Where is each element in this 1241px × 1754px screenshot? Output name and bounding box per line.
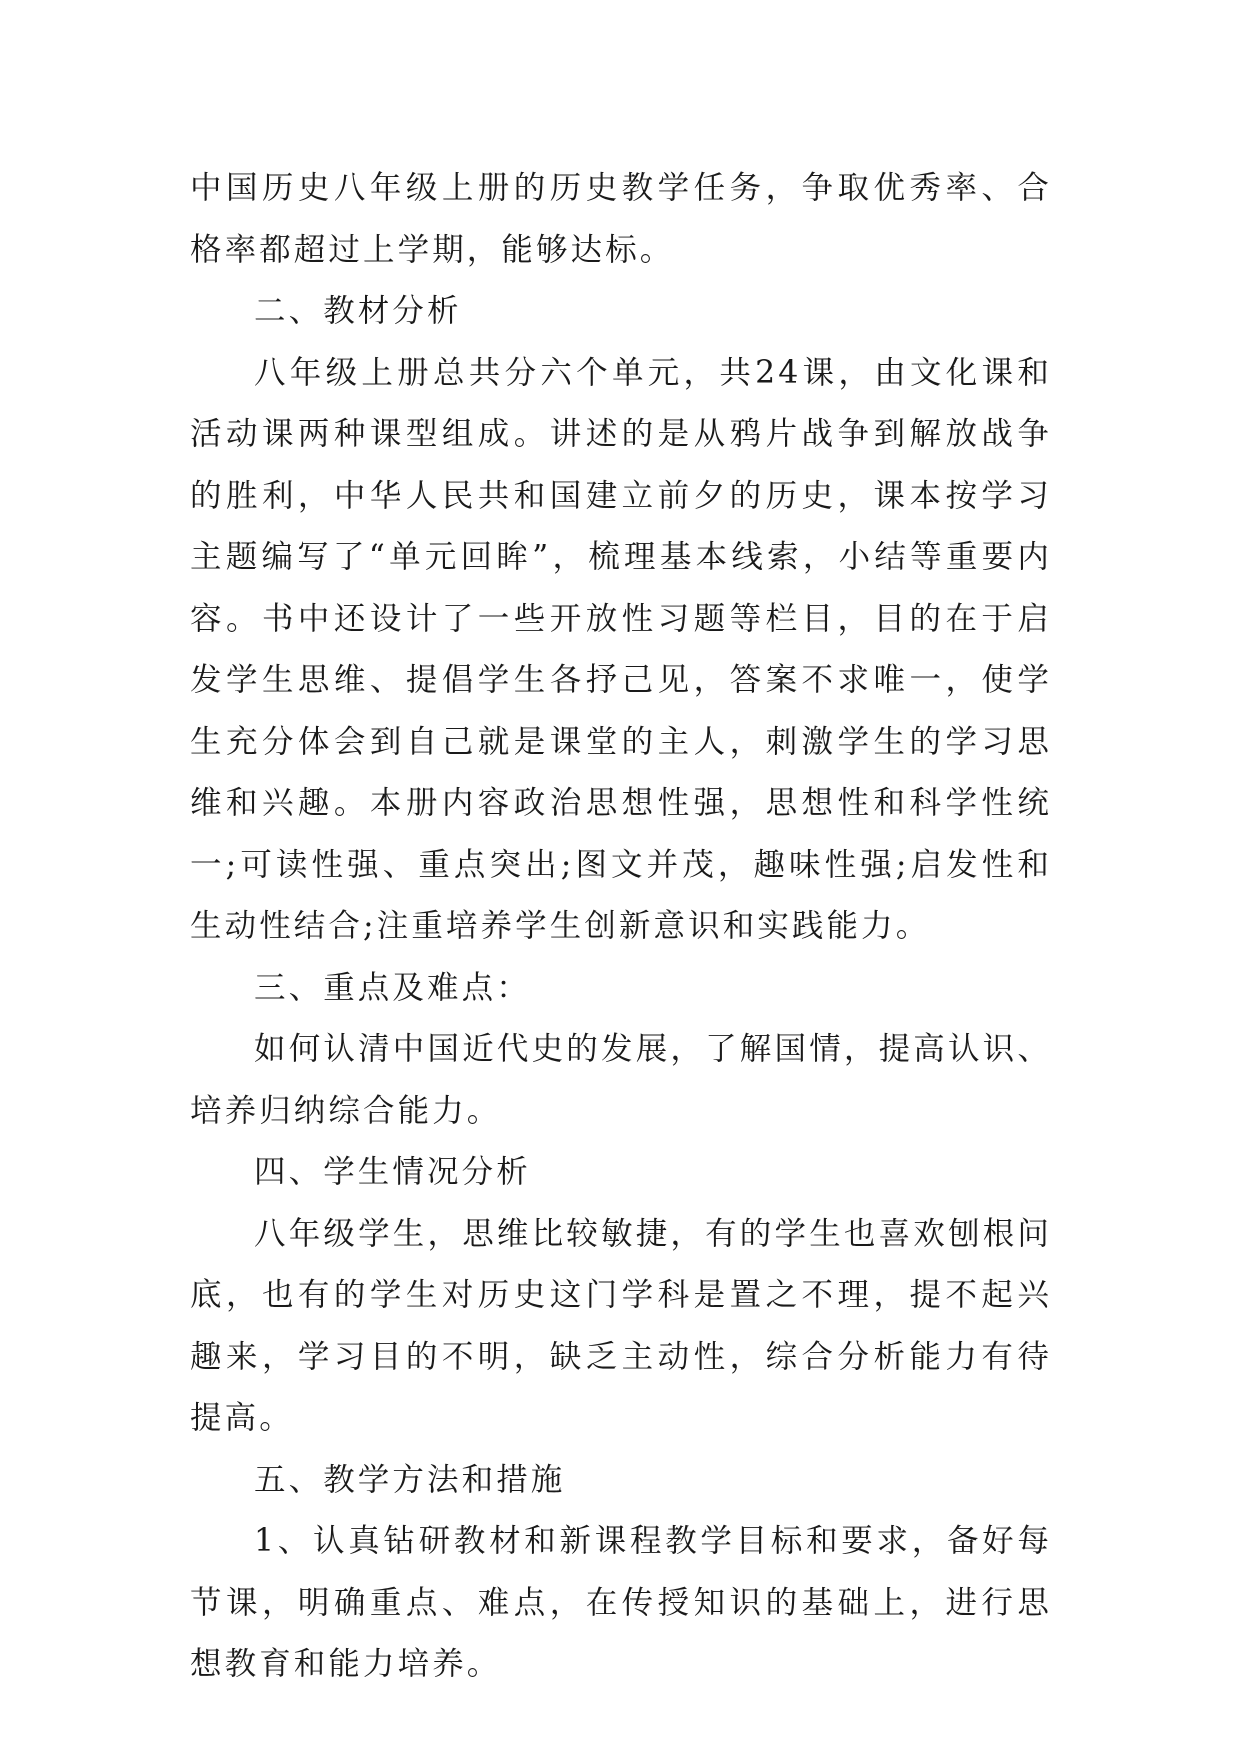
paragraph-textbook-analysis: 八年级上册总共分六个单元，共24课，由文化课和活动课两种课型组成。讲述的是从鸦片战争到解放战争的胜利，中华人民共和国建立前夕的历史，课本按学习主题编写了“单元回眸”，梳理基本线索，小结等重要内容。书中还设计了一些开放性习题等栏目，目的在于启发学生思维、提倡学生各抒己见，答案不求唯一，使学生充分体会到自己就是课堂的主人，刺激学生的学习思维和兴趣。本册内容政治思想性强，思想性和科学性统一;可读性强、重点突出;图文并茂，趣味性强;启发性和生动性结合;注重培养学生创新意识和实践能力。 bbox=[190, 354, 1052, 944]
section-heading-student-analysis: 四、学生情况分析 bbox=[254, 1154, 531, 1190]
section-heading-key-points: 三、重点及难点： bbox=[254, 969, 531, 1006]
document-body bbox=[190, 158, 1052, 1696]
paragraph-teaching-method-1: 1、认真钻研教材和新课程教学目标和要求，备好每节课，明确重点、难点，在传授知识的基础上，进行思想教育和能力培养。 bbox=[190, 1523, 1052, 1682]
paragraph-student-analysis: 八年级学生，思维比较敏捷，有的学生也喜欢刨根问底，也有的学生对历史这门学科是置之不理，提不起兴趣来，学习目的不明，缺乏主动性，综合分析能力有待提高。 bbox=[190, 1215, 1052, 1436]
paragraph-continuation: 中国历史八年级上册的历史教学任务，争取优秀率、合格率都超过上学期，能够达标。 bbox=[190, 170, 1052, 268]
section-heading-textbook-analysis: 二、教材分析 bbox=[254, 293, 462, 329]
section-heading-teaching-methods: 五、教学方法和措施 bbox=[254, 1461, 566, 1498]
paragraph-key-points: 如何认清中国近代史的发展，了解国情，提高认识、培养归纳综合能力。 bbox=[190, 1031, 1052, 1129]
